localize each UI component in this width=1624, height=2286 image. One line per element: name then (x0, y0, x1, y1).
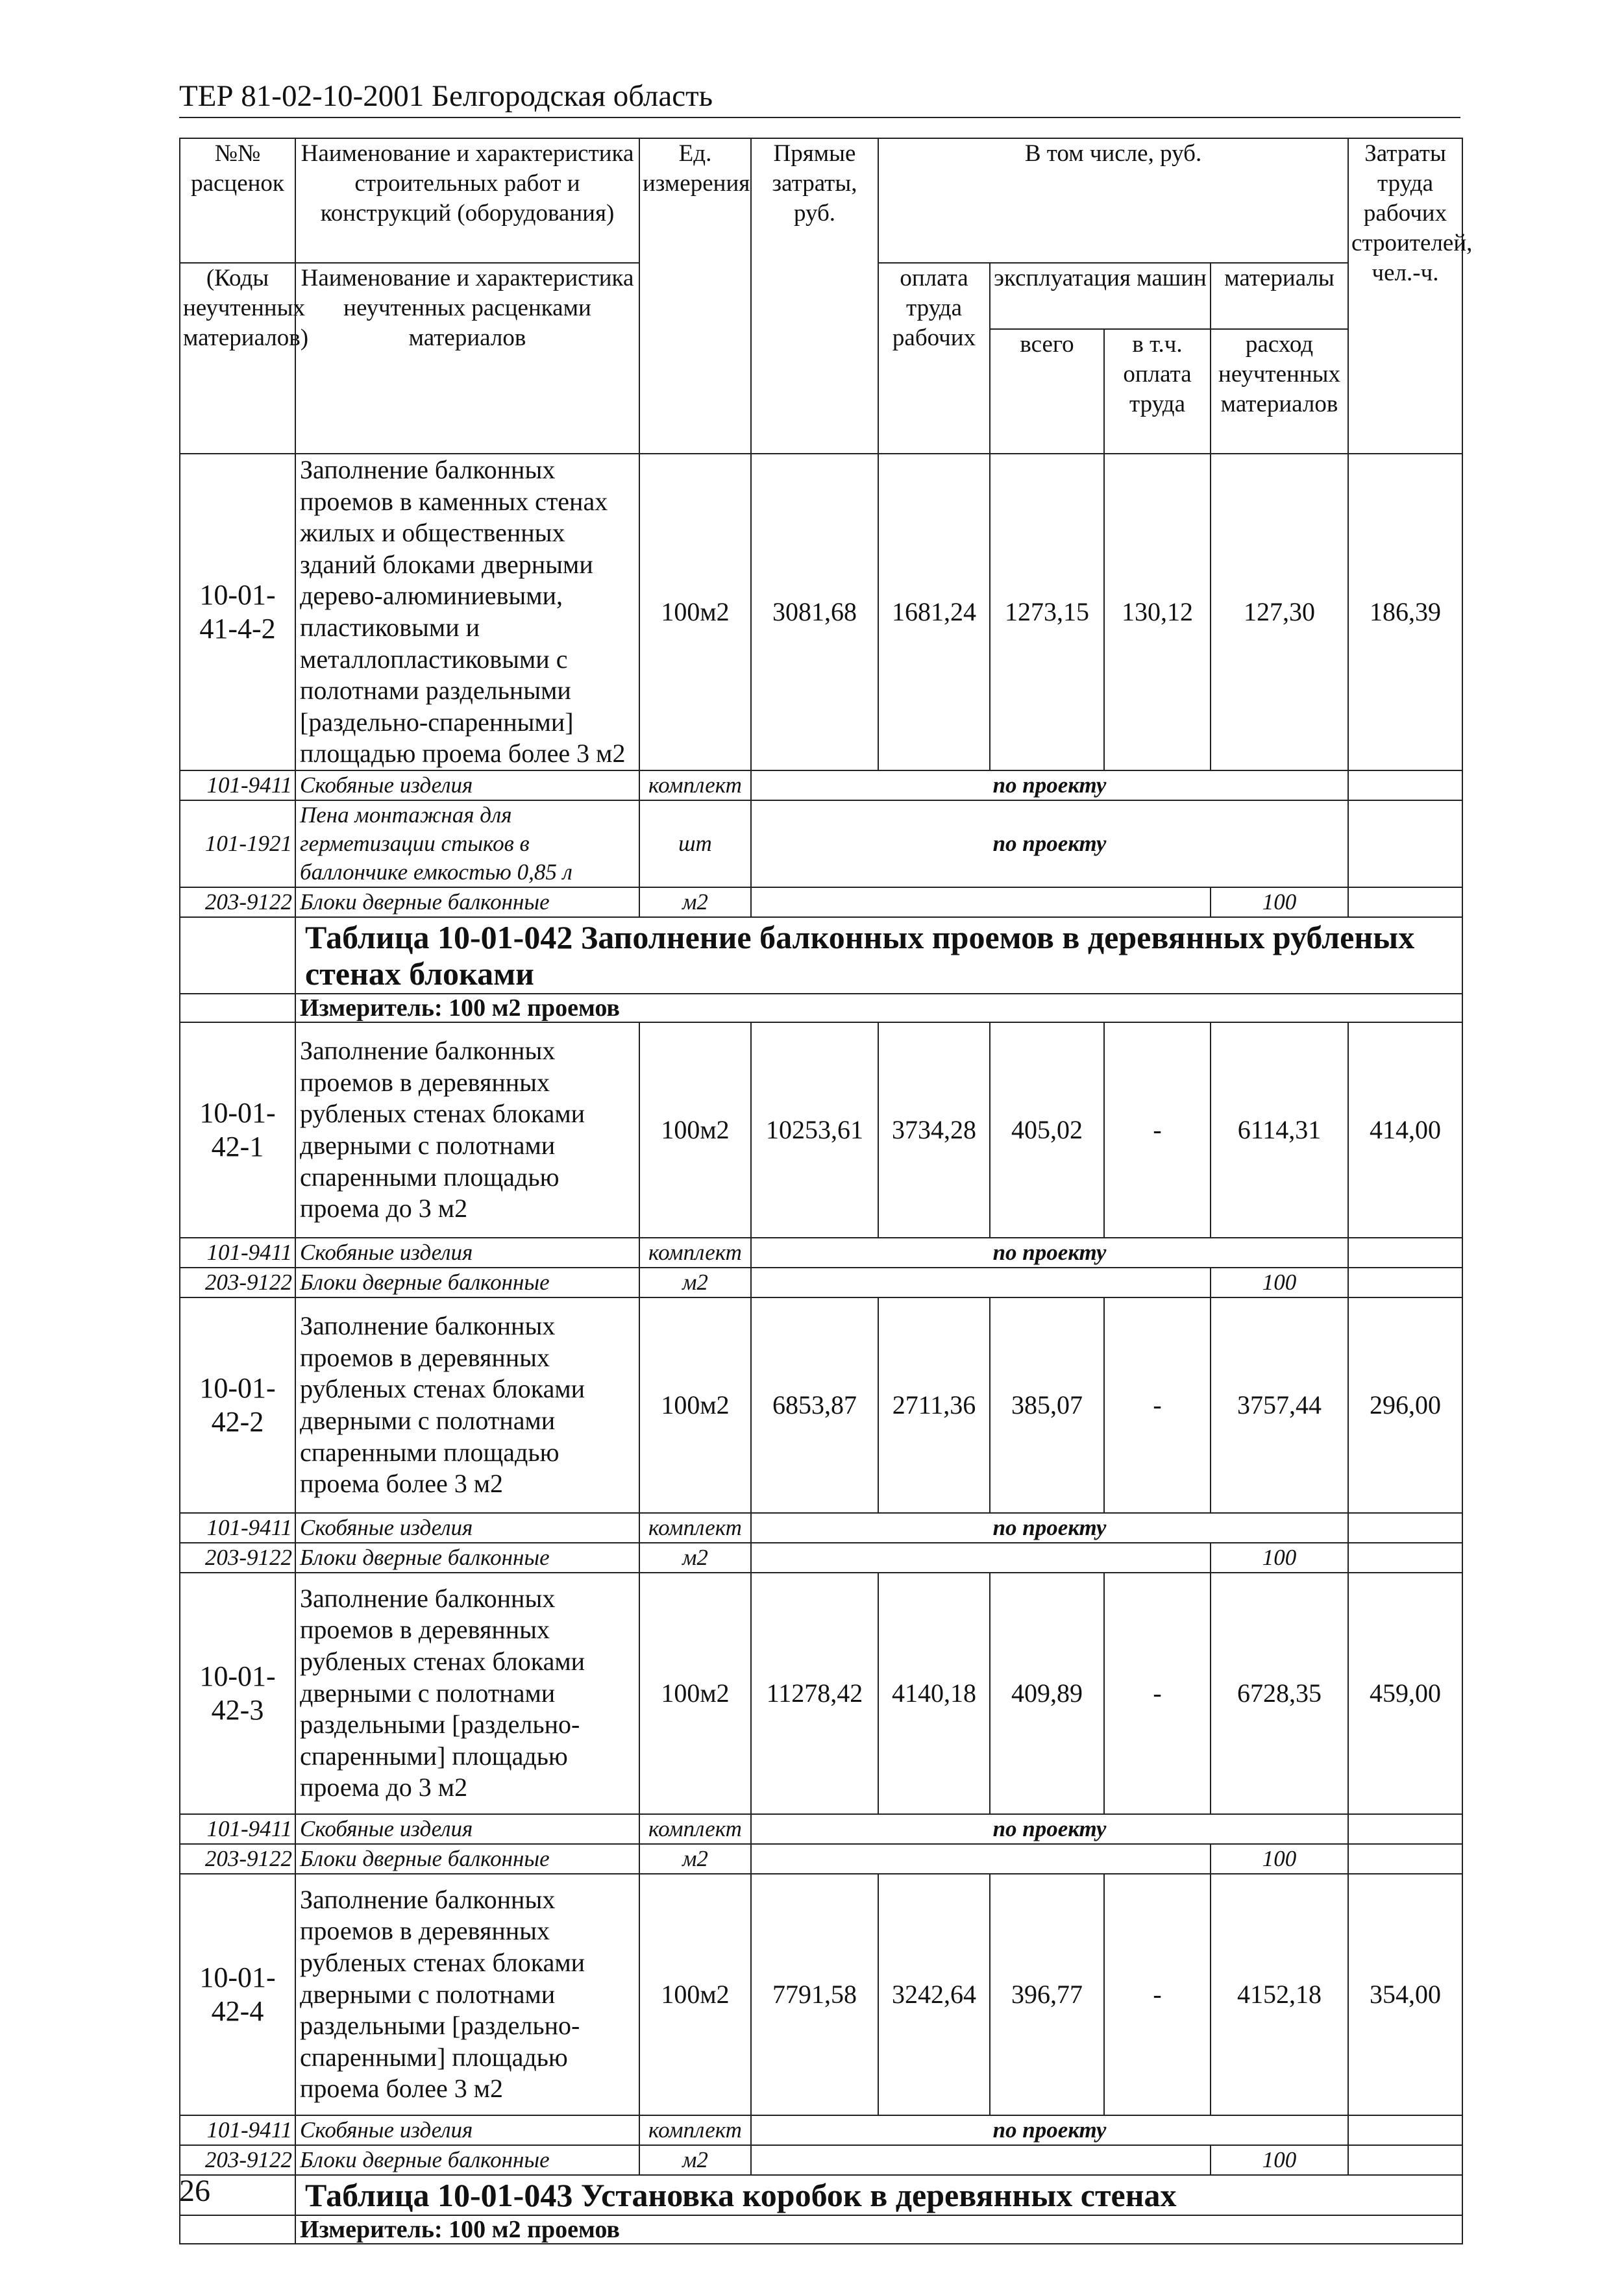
table-title-row (180, 2175, 1462, 2215)
material-unit: м2 (639, 1844, 751, 1874)
empty-cell (1348, 770, 1462, 800)
rate-unit: 100м2 (639, 1297, 751, 1513)
material-row (180, 2115, 1462, 2145)
material-code: 203-9122 (180, 1268, 295, 1297)
col-direct-header: Прямые затраты, руб. (751, 138, 878, 454)
rate-labor: 354,00 (1348, 1874, 1462, 2115)
empty-cell (751, 887, 1211, 917)
rate-wage: 3734,28 (878, 1022, 990, 1238)
rate-labor: 186,39 (1348, 454, 1462, 770)
empty-cell (1348, 1238, 1462, 1268)
rate-row (180, 454, 1462, 770)
col-mach-total-header: всего (990, 329, 1104, 454)
material-row (180, 1814, 1462, 1844)
rate-direct-cost: 7791,58 (751, 1874, 878, 2115)
material-row (180, 770, 1462, 800)
empty-cell (751, 2145, 1211, 2175)
empty-cell (1348, 2145, 1462, 2175)
col-unit-header: Ед. измерения (639, 138, 751, 454)
rate-wage: 4140,18 (878, 1573, 990, 1814)
rate-name: Заполнение балконных проемов в каменных стенах жилых и общественных зданий блоками дверными дерево-алюминиевыми, пластиковыми и металлопластиковыми с полотнами раздельными [раздельно-спаренными] площадью проема более 3 м2 (295, 454, 639, 770)
col-materials-header: материалы (1211, 263, 1348, 329)
empty-cell (180, 2215, 295, 2244)
rate-unit: 100м2 (639, 454, 751, 770)
material-row (180, 2145, 1462, 2175)
material-per-project: по проекту (751, 770, 1348, 800)
rate-name: Заполнение балконных проемов в деревянных рубленых стенах блоками дверными с полотнами раздельными [раздельно-спаренными] площадью проема более 3 м2 (295, 1874, 639, 2115)
material-quantity: 100 (1211, 887, 1348, 917)
material-code: 101-9411 (180, 1814, 295, 1844)
empty-cell (180, 917, 295, 994)
rate-machines-total: 405,02 (990, 1022, 1104, 1238)
empty-cell (1348, 800, 1462, 887)
empty-cell (751, 1268, 1211, 1297)
empty-cell (1348, 887, 1462, 917)
material-name: Блоки дверные балконные (295, 2145, 639, 2175)
table-title: Таблица 10-01-042 Заполнение балконных проемов в деревянных рубленых стенах блоками (295, 917, 1462, 994)
table-title: Таблица 10-01-043 Установка коробок в деревянных стенах (295, 2175, 1462, 2215)
rate-wage: 2711,36 (878, 1297, 990, 1513)
table-title-row (180, 917, 1462, 994)
material-code: 101-9411 (180, 770, 295, 800)
rate-code: 10-01-42-1 (180, 1022, 295, 1238)
rate-materials: 3757,44 (1211, 1297, 1348, 1513)
material-code: 203-9122 (180, 1844, 295, 1874)
material-per-project: по проекту (751, 1814, 1348, 1844)
rate-materials: 4152,18 (1211, 1874, 1348, 2115)
material-row (180, 887, 1462, 917)
rate-code: 10-01-42-4 (180, 1874, 295, 2115)
material-row (180, 1513, 1462, 1543)
col-mach-wage-header: в т.ч. оплата труда (1104, 329, 1211, 454)
material-unit: м2 (639, 2145, 751, 2175)
rate-labor: 414,00 (1348, 1022, 1462, 1238)
material-per-project: по проекту (751, 1238, 1348, 1268)
measure-row (180, 2215, 1462, 2244)
rate-name: Заполнение балконных проемов в деревянных рубленых стенах блоками дверными с полотнами раздельными [раздельно-спаренными] площадью проема до 3 м2 (295, 1573, 639, 1814)
measure-row (180, 994, 1462, 1022)
material-quantity: 100 (1211, 1543, 1348, 1573)
header-row-1 (180, 138, 1462, 263)
rate-name: Заполнение балконных проемов в деревянных рубленых стенах блоками дверными с полотнами спаренными площадью проема до 3 м2 (295, 1022, 639, 1238)
rate-row (180, 1022, 1462, 1238)
rate-name: Заполнение балконных проемов в деревянных рубленых стенах блоками дверными с полотнами спаренными площадью проема более 3 м2 (295, 1297, 639, 1513)
material-name: Пена монтажная для герметизации стыков в баллончике емкостью 0,85 л (295, 800, 639, 887)
material-code: 203-9122 (180, 887, 295, 917)
rate-unit: 100м2 (639, 1022, 751, 1238)
empty-cell (1348, 1844, 1462, 1874)
rate-code: 10-01-42-3 (180, 1573, 295, 1814)
rate-machines-total: 409,89 (990, 1573, 1104, 1814)
measure-unit: Измеритель: 100 м2 проемов (295, 2215, 1462, 2244)
col-code-header: №№ расценок (180, 138, 295, 263)
page-number: 26 (179, 2174, 210, 2208)
material-unit: м2 (639, 887, 751, 917)
rate-direct-cost: 3081,68 (751, 454, 878, 770)
rate-row (180, 1874, 1462, 2115)
rate-row (180, 1297, 1462, 1513)
col-labor-header: Затраты труда рабочих строителей, чел.-ч. (1348, 138, 1462, 454)
empty-cell (1348, 1513, 1462, 1543)
rate-row (180, 1573, 1462, 1814)
material-code: 203-9122 (180, 1543, 295, 1573)
material-name: Скобяные изделия (295, 2115, 639, 2145)
material-quantity: 100 (1211, 2145, 1348, 2175)
material-code: 101-1921 (180, 800, 295, 887)
rate-direct-cost: 11278,42 (751, 1573, 878, 1814)
rate-materials: 127,30 (1211, 454, 1348, 770)
rate-machines-total: 385,07 (990, 1297, 1104, 1513)
material-name: Блоки дверные балконные (295, 887, 639, 917)
material-code: 101-9411 (180, 1513, 295, 1543)
rate-code: 10-01-41-4-2 (180, 454, 295, 770)
rate-code: 10-01-42-2 (180, 1297, 295, 1513)
rate-direct-cost: 6853,87 (751, 1297, 878, 1513)
material-code: 203-9122 (180, 2145, 295, 2175)
material-name: Блоки дверные балконные (295, 1844, 639, 1874)
material-unit: м2 (639, 1268, 751, 1297)
material-unit: комплект (639, 1814, 751, 1844)
rate-labor: 296,00 (1348, 1297, 1462, 1513)
rate-wage: 3242,64 (878, 1874, 990, 2115)
material-row (180, 800, 1462, 887)
empty-cell (1348, 1814, 1462, 1844)
material-code: 101-9411 (180, 2115, 295, 2145)
measure-unit: Измеритель: 100 м2 проемов (295, 994, 1462, 1022)
running-header: ТЕР 81-02-10-2001 Белгородская область (179, 77, 1460, 118)
col-wage-header: оплата труда рабочих (878, 263, 990, 454)
rate-machines-wage: - (1104, 1573, 1211, 1814)
rate-machines-wage: - (1104, 1874, 1211, 2115)
material-name: Блоки дверные балконные (295, 1268, 639, 1297)
rate-direct-cost: 10253,61 (751, 1022, 878, 1238)
material-unit: комплект (639, 1238, 751, 1268)
rate-materials: 6114,31 (1211, 1022, 1348, 1238)
material-row (180, 1268, 1462, 1297)
material-name: Скобяные изделия (295, 1513, 639, 1543)
col-machines-header: эксплуатация машин (990, 263, 1211, 329)
material-per-project: по проекту (751, 800, 1348, 887)
rate-machines-total: 396,77 (990, 1874, 1104, 2115)
material-row (180, 1844, 1462, 1874)
material-unit: комплект (639, 2115, 751, 2145)
col-code-sub-header: (Коды неучтенных материалов) (180, 263, 295, 454)
material-row (180, 1543, 1462, 1573)
col-including-header: В том числе, руб. (878, 138, 1348, 263)
material-unit: шт (639, 800, 751, 887)
rate-unit: 100м2 (639, 1573, 751, 1814)
rate-wage: 1681,24 (878, 454, 990, 770)
col-name-header: Наименование и характеристика строительных работ и конструкций (оборудования) (295, 138, 639, 263)
material-name: Скобяные изделия (295, 1814, 639, 1844)
material-name: Скобяные изделия (295, 1238, 639, 1268)
empty-cell (1348, 1268, 1462, 1297)
rate-machines-wage: 130,12 (1104, 454, 1211, 770)
rate-machines-wage: - (1104, 1297, 1211, 1513)
material-row (180, 1238, 1462, 1268)
material-per-project: по проекту (751, 1513, 1348, 1543)
col-material-use-header: расход неучтенных материалов (1211, 329, 1348, 454)
rate-unit: 100м2 (639, 1874, 751, 2115)
empty-cell (1348, 1543, 1462, 1573)
material-name: Блоки дверные балконные (295, 1543, 639, 1573)
material-unit: комплект (639, 1513, 751, 1543)
rate-labor: 459,00 (1348, 1573, 1462, 1814)
material-code: 101-9411 (180, 1238, 295, 1268)
rate-materials: 6728,35 (1211, 1573, 1348, 1814)
rate-machines-wage: - (1104, 1022, 1211, 1238)
empty-cell (751, 1844, 1211, 1874)
empty-cell (1348, 2115, 1462, 2145)
empty-cell (751, 1543, 1211, 1573)
material-unit: м2 (639, 1543, 751, 1573)
material-unit: комплект (639, 770, 751, 800)
material-per-project: по проекту (751, 2115, 1348, 2145)
empty-cell (180, 994, 295, 1022)
material-name: Скобяные изделия (295, 770, 639, 800)
col-name-sub-header: Наименование и характеристика неучтенных расценками материалов (295, 263, 639, 454)
rates-table (179, 138, 1473, 2244)
rate-machines-total: 1273,15 (990, 454, 1104, 770)
material-quantity: 100 (1211, 1844, 1348, 1874)
material-quantity: 100 (1211, 1268, 1348, 1297)
